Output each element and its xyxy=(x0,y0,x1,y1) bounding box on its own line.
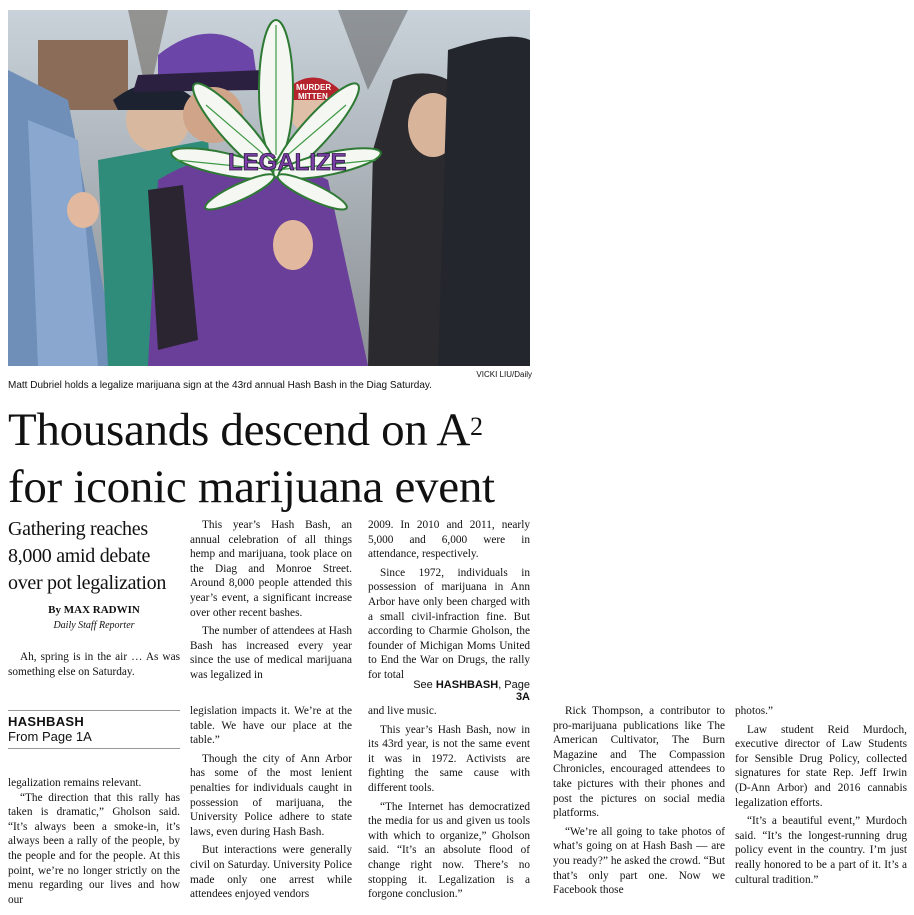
deck-subheadline: Gathering reaches 8,000 amid debate over pot legalization xyxy=(8,518,167,594)
jump-out-page-number: 3A xyxy=(515,691,530,703)
paragraph: 2009. In 2010 and 2011, nearly 5,000 and 6,000 were in attendance, respectively. xyxy=(368,519,530,561)
jump-in-from: From Page 1A xyxy=(8,729,92,744)
headline-superscript: 2 xyxy=(470,412,483,441)
bottom-column-2 xyxy=(190,704,352,902)
article-photo xyxy=(8,10,530,366)
paragraph: photos.” xyxy=(735,705,773,717)
byline: By MAX RADWIN xyxy=(48,604,140,616)
byline-role: Daily Staff Reporter xyxy=(53,620,135,631)
bottom-column-3 xyxy=(368,704,530,902)
paragraph: “The direction that this rally has taken is dramatic,” Gholson said. “It’s always been a smoke-in, it’s always been a rally of the people, by the people and for the people. At this point, we’re no longer strictly on the menu regarding our lives and how our xyxy=(8,791,180,906)
paragraph: “It’s a beautiful event,” Murdoch said. “It’s the longest-running drug policy event in the country. I’m just really honored to be a part of it. It’s a cultural tradition.” xyxy=(735,815,907,886)
jump-out-slug: HASHBASH xyxy=(435,679,499,691)
jump-in-slug: HASHBASH xyxy=(8,714,85,729)
bottom-column-1 xyxy=(8,776,180,907)
top-column-3 xyxy=(368,518,530,683)
paragraph: Since 1972, individuals in possession of marijuana in Ann Arbor have only been charged with a small civil-infraction fine. But according to Charmie Gholson, the founder of Michigan Moms United to End the War on Drugs, the rally for total xyxy=(368,566,530,681)
paragraph: “The Internet has democratized the media for us and given us tools with which to organize,” Gholson said. “It’s an absolute flood of change right now. There’s no stopping it. Legalization is a forgone conclusion.” xyxy=(368,800,530,901)
lede-column xyxy=(8,650,180,679)
paragraph: legislation impacts it. We’re at the table. We have our place at the table.” xyxy=(190,705,352,747)
paragraph: Though the city of Ann Arbor has some of the most lenient penalties for individuals caught in possession of marijuana, the University Police adhere to state laws, even during Hash Bash. xyxy=(190,752,352,838)
paragraph: But interactions were generally civil on Saturday. University Police made only one arrest while attendees enjoyed vendors xyxy=(190,844,352,901)
paragraph: “We’re all going to take photos of what’s going on at Hash Bash — are you ready?” he asked the crowd. “But that’s only part one. Now we Facebook those xyxy=(553,825,725,897)
paragraph: The number of attendees at Hash Bash has increased every year since the use of medical marijuana was legalized in xyxy=(190,625,352,681)
jump-out-page-label: , Page xyxy=(498,679,530,691)
lede-paragraph: Ah, spring is in the air … As was something else on Saturday. xyxy=(8,651,180,678)
paragraph: This year’s Hash Bash, an annual celebration of all things hemp and marijuana, took place on the Diag and Monroe Street. Around 8,000 people attended this year’s event, a significant increase over other recent bashes. xyxy=(190,519,352,619)
bottom-column-5 xyxy=(735,704,907,887)
paragraph: This year’s Hash Bash, now in its 43rd year, is not the same event it was in 1972. Activists are fighting the same cause with different tools. xyxy=(368,723,530,794)
jump-divider-top xyxy=(8,710,180,711)
headline-line1: Thousands descend on A xyxy=(8,404,471,456)
crowd-photo-illustration xyxy=(8,10,530,366)
bottom-column-4 xyxy=(553,704,725,898)
svg-text:LEGALIZE: LEGALIZE xyxy=(228,149,347,176)
photo-credit: VICKI LIU/Daily xyxy=(476,370,532,379)
svg-text:MURDER: MURDER xyxy=(296,83,332,92)
headline-line2: for iconic marijuana event xyxy=(8,461,495,513)
paragraph: and live music. xyxy=(368,705,437,717)
jump-out-prefix: See xyxy=(413,679,433,691)
photo-caption: Matt Dubriel holds a legalize marijuana sign at the 43rd annual Hash Bash in the Diag Saturday. xyxy=(8,380,432,391)
svg-text:MITTEN: MITTEN xyxy=(298,92,328,101)
paragraph: legalization remains relevant. xyxy=(8,777,142,789)
jump-out-link[interactable] xyxy=(400,679,530,703)
top-column-2 xyxy=(190,518,352,683)
jump-in-label xyxy=(8,714,180,744)
jump-divider-bottom xyxy=(8,748,180,749)
paragraph: Rick Thompson, a contributor to pro-marijuana publications like The American Cultivator, The Burn Magazine and The Compassion Chronicles, encouraged attendees to take pictures with their phones and post the pictures on social media platforms. xyxy=(553,705,725,820)
paragraph: Law student Reid Murdoch, executive director of Law Students for Sensible Drug Policy, collected signatures for state Rep. Jeff Irwin (D-Ann Arbor) and 2016 cannabis legalization efforts. xyxy=(735,723,907,809)
headline xyxy=(8,402,628,516)
